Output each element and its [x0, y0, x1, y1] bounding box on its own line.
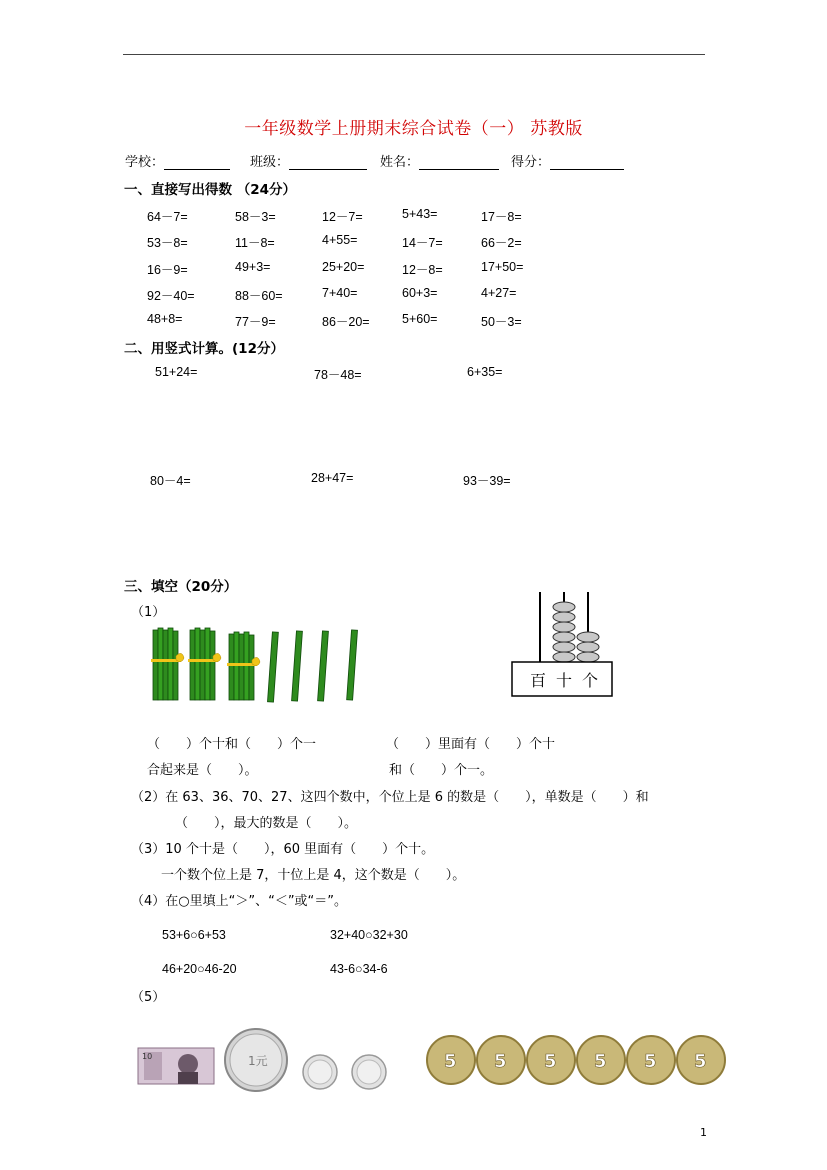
sticks-illustration: [148, 626, 368, 704]
abacus-label-tens: 十: [556, 671, 573, 690]
section1-heading: 一、直接写出得数 （24分）: [124, 182, 296, 198]
s1-item: 64－7=: [147, 210, 188, 224]
q5-label: （5）: [131, 990, 166, 1005]
section3-heading: 三、填空（20分）: [124, 579, 238, 595]
s1-item: 5+60=: [402, 312, 438, 326]
s1-item: 58－3=: [235, 210, 276, 224]
abacus-label-ones: 个: [582, 671, 599, 690]
q3-line1: （3）10 个十是（ ），60 里面有（ ）个十。: [131, 842, 435, 857]
abacus-label-hundreds: 百: [530, 671, 547, 690]
five-jiao-coin: [577, 1036, 625, 1084]
one-yuan-coin: [225, 1029, 287, 1091]
q4-item: 43-6○34-6: [330, 962, 388, 976]
q1-line2-left: 合起来是（ ）。: [147, 763, 258, 778]
s1-item: 60+3=: [402, 286, 438, 300]
svg-text:5: 5: [544, 1051, 557, 1072]
one-jiao-coin: [352, 1055, 386, 1089]
info-score-label: 得分：: [511, 155, 551, 170]
one-jiao-coin: [303, 1055, 337, 1089]
s1-item: 25+20=: [322, 260, 365, 274]
q4-item: 46+20○46-20: [162, 962, 237, 976]
svg-text:5: 5: [444, 1051, 457, 1072]
q1-line2-right: 和（ ）个一。: [389, 763, 494, 778]
s2-item: 28+47=: [311, 471, 354, 485]
svg-text:5: 5: [494, 1051, 507, 1072]
ten-yuan-banknote: [138, 1048, 214, 1084]
five-jiao-coin: [427, 1036, 475, 1084]
stick-bundle: [188, 628, 221, 700]
s1-item: 53－8=: [147, 236, 188, 250]
info-score: [511, 151, 624, 170]
single-stick: [347, 630, 358, 700]
coin-value-text: 1元: [248, 1054, 268, 1068]
header-rule: [123, 54, 705, 55]
s1-item: 12－8=: [402, 263, 443, 277]
s1-item: 5+43=: [402, 207, 438, 221]
s2-item: 78－48=: [314, 368, 362, 382]
stick-bundle: [227, 632, 260, 700]
five-jiao-coin: [677, 1036, 725, 1084]
money-illustration: [136, 1026, 731, 1094]
s1-item: 48+8=: [147, 312, 183, 326]
class-blank[interactable]: [289, 169, 367, 170]
q1-line1-left: （ ）个十和（ ）个一: [147, 737, 317, 752]
five-jiao-coin: [527, 1036, 575, 1084]
five-jiao-coin: [477, 1036, 525, 1084]
q1-label: （1）: [131, 605, 166, 620]
q4-line: （4）在○里填上“＞”、“＜”或“＝”。: [131, 894, 348, 909]
s1-item: 7+40=: [322, 286, 358, 300]
s1-item: 50－3=: [481, 315, 522, 329]
s1-item: 17+50=: [481, 260, 524, 274]
s1-item: 88－60=: [235, 289, 283, 303]
s1-item: 16－9=: [147, 263, 188, 277]
single-stick: [292, 631, 303, 701]
q4-item: 53+6○6+53: [162, 928, 226, 942]
q4-item: 32+40○32+30: [330, 928, 408, 942]
q2-line2: （ ），最大的数是（ ）。: [175, 816, 358, 831]
info-class: [250, 151, 367, 170]
s1-item: 14－7=: [402, 236, 443, 250]
five-jiao-coin: [627, 1036, 675, 1084]
s1-item: 92－40=: [147, 289, 195, 303]
page-title: 一年级数学上册期末综合试卷（一） 苏教版: [244, 119, 583, 139]
school-blank[interactable]: [164, 169, 230, 170]
s1-item: 4+55=: [322, 233, 358, 247]
section2-heading: 二、用竖式计算。(12分）: [124, 341, 284, 357]
info-class-label: 班级：: [250, 155, 290, 170]
svg-text:5: 5: [644, 1051, 657, 1072]
info-school-label: 学校：: [125, 155, 165, 170]
s2-item: 51+24=: [155, 365, 198, 379]
stick-bundle: [151, 628, 184, 700]
page-number: 1: [700, 1126, 707, 1139]
s2-item: 80－4=: [150, 474, 191, 488]
s1-item: 11－8=: [235, 236, 275, 250]
score-blank[interactable]: [550, 169, 624, 170]
s1-item: 12－7=: [322, 210, 363, 224]
s1-item: 77－9=: [235, 315, 276, 329]
info-name: [380, 151, 499, 170]
single-stick: [318, 631, 329, 701]
q3-line2: 一个数个位上是 7，十位上是 4，这个数是（ ）。: [161, 868, 466, 883]
q2-line1: （2）在 63、36、70、27、这四个数中，个位上是 6 的数是（ ），单数是（ ）和: [131, 790, 649, 805]
s1-item: 86－20=: [322, 315, 370, 329]
svg-text:5: 5: [594, 1051, 607, 1072]
s1-item: 4+27=: [481, 286, 517, 300]
info-name-label: 姓名：: [380, 155, 420, 170]
q1-line1-right: （ ）里面有（ ）个十: [386, 737, 556, 752]
banknote-value-text: 10: [142, 1052, 153, 1061]
s1-item: 49+3=: [235, 260, 271, 274]
s1-item: 17－8=: [481, 210, 522, 224]
info-school: [125, 151, 230, 170]
single-stick: [267, 632, 278, 702]
svg-text:5: 5: [694, 1051, 707, 1072]
s1-item: 66－2=: [481, 236, 522, 250]
name-blank[interactable]: [419, 169, 499, 170]
s2-item: 93－39=: [463, 474, 511, 488]
s2-item: 6+35=: [467, 365, 503, 379]
